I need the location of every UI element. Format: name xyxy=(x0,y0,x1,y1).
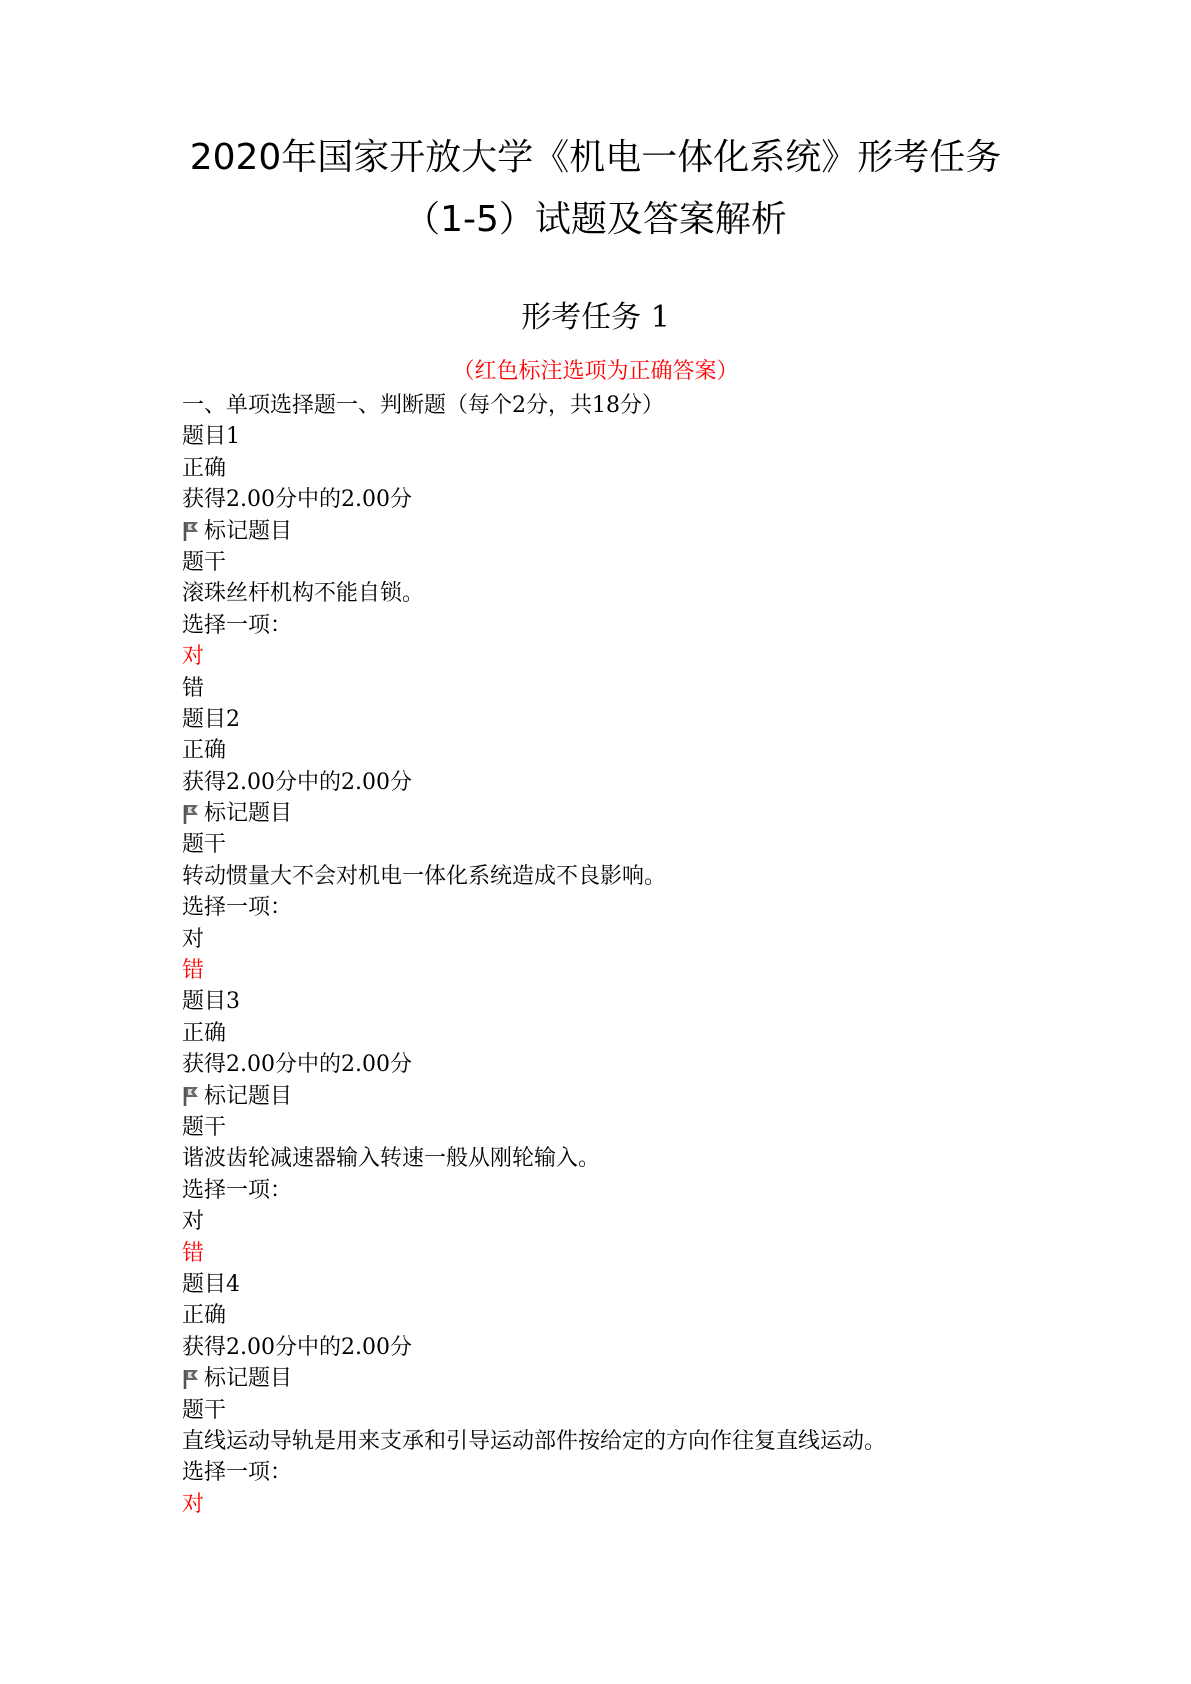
flag-icon[interactable] xyxy=(182,803,200,825)
question-number: 题目3 xyxy=(182,989,240,1015)
question-block xyxy=(182,1269,1142,1520)
question-block xyxy=(182,704,1142,987)
question-prompt: 选择一项： xyxy=(182,612,293,638)
flag-question-row[interactable] xyxy=(182,516,1142,547)
flag-question-label[interactable]: 标记题目 xyxy=(204,801,293,827)
answer-option[interactable]: 错 xyxy=(182,958,205,984)
flag-question-row[interactable] xyxy=(182,798,1142,829)
answer-note: （红色标注选项为正确答案） xyxy=(452,359,739,384)
question-prompt: 选择一项： xyxy=(182,1177,293,1203)
question-score: 获得2.00分中的2.00分 xyxy=(182,769,412,795)
question-stem-label: 题干 xyxy=(182,1397,227,1423)
question-block xyxy=(182,421,1142,704)
question-status: 正确 xyxy=(182,738,227,764)
answer-option[interactable]: 错 xyxy=(182,675,205,701)
document-title-line-2: （1-5）试题及答案解析 xyxy=(404,199,787,240)
document-title-line-1: 2020年国家开放大学《机电一体化系统》形考任务 xyxy=(189,137,1002,178)
question-number: 题目1 xyxy=(182,424,240,450)
question-prompt: 选择一项： xyxy=(182,1460,293,1486)
question-score: 获得2.00分中的2.00分 xyxy=(182,1334,412,1360)
question-stem: 转动惯量大不会对机电一体化系统造成不良影响。 xyxy=(182,863,667,889)
flag-question-label[interactable]: 标记题目 xyxy=(204,1083,293,1109)
question-stem-label: 题干 xyxy=(182,549,227,575)
question-status: 正确 xyxy=(182,455,227,481)
question-stem-label: 题干 xyxy=(182,832,227,858)
questions-container xyxy=(182,421,1142,1520)
question-score: 获得2.00分中的2.00分 xyxy=(182,487,412,513)
question-prompt: 选择一项： xyxy=(182,895,293,921)
answer-option[interactable]: 对 xyxy=(182,1491,205,1517)
flag-icon[interactable] xyxy=(182,520,200,542)
flag-icon[interactable] xyxy=(182,1368,200,1390)
flag-question-label[interactable]: 标记题目 xyxy=(204,1366,293,1392)
section-title: 形考任务 1 xyxy=(521,300,670,335)
question-status: 正确 xyxy=(182,1020,227,1046)
answer-option[interactable]: 对 xyxy=(182,926,205,952)
section-heading: 一、单项选择题一、判断题（每个2分，共18分） xyxy=(182,393,664,418)
flag-question-label[interactable]: 标记题目 xyxy=(204,518,293,544)
question-status: 正确 xyxy=(182,1303,227,1329)
flag-question-row[interactable] xyxy=(182,1081,1142,1112)
question-stem-label: 题干 xyxy=(182,1114,227,1140)
question-number: 题目2 xyxy=(182,706,240,732)
flag-icon[interactable] xyxy=(182,1085,200,1107)
question-list xyxy=(182,390,1142,1520)
answer-option[interactable]: 对 xyxy=(182,644,205,670)
question-stem: 谐波齿轮减速器输入转速一般从刚轮输入。 xyxy=(182,1146,601,1172)
question-number: 题目4 xyxy=(182,1271,240,1297)
flag-question-row[interactable] xyxy=(182,1363,1142,1394)
answer-option[interactable]: 对 xyxy=(182,1209,205,1235)
question-stem: 滚珠丝杆机构不能自锁。 xyxy=(182,581,425,607)
answer-option[interactable]: 错 xyxy=(182,1240,205,1266)
question-stem: 直线运动导轨是用来支承和引导运动部件按给定的方向作往复直线运动。 xyxy=(182,1428,887,1454)
question-score: 获得2.00分中的2.00分 xyxy=(182,1052,412,1078)
question-block xyxy=(182,986,1142,1269)
